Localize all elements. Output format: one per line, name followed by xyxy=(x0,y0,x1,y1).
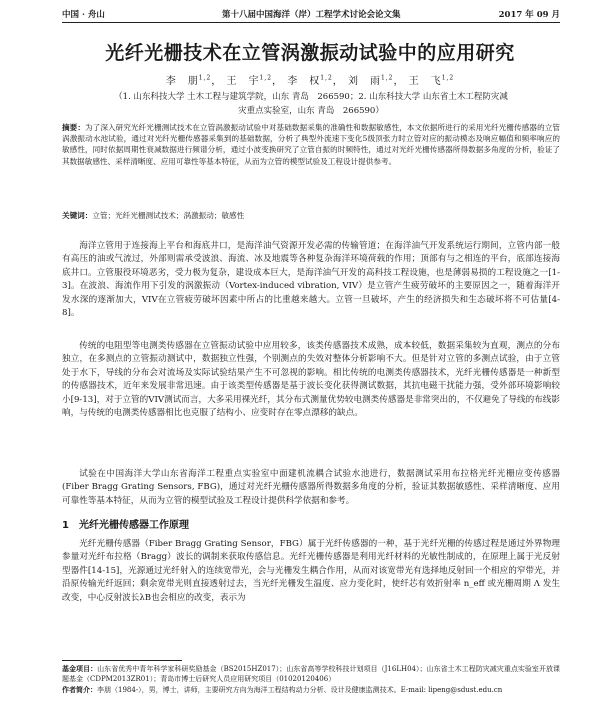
paragraph-text: 光纤光栅传感器（Fiber Bragg Grating Sensor，FBG）属于光纤传感器的一种，基于光纤光栅的传感过程是通过外界物理参量对光纤布拉格（Bragg）波长的调制来获取传感信息。光纤光栅传感器是利用光纤材料的光敏性制成的，在原理上属于光反射型器件[14-15]，光源通过光纤射入的连续宽带光，会与光栅发生耦合作用，从而对该宽带光有选择地反射回一个相应的窄带光，并沿原传输光纤返回；剩余宽带光则直接透射过去，当光纤光栅发生温度、应力变化时，使纤芯有效折射率 n_eff 或光栅周期 Λ 发生改变，中心反射波长λB也会相应的改变，表示为 xyxy=(62,539,560,603)
author-name: 刘 雨 xyxy=(347,76,381,87)
footnote-rule xyxy=(62,660,182,661)
paper-title: 光纤光栅技术在立管涡激振动试验中的应用研究 xyxy=(105,42,515,64)
author-name: 王 飞 xyxy=(408,76,442,87)
author-name: 李 权 xyxy=(287,76,321,87)
funding-label: 基金项目： xyxy=(62,664,98,673)
section-1-paragraph xyxy=(62,538,560,605)
author-affil-mark: 1,2 xyxy=(198,74,212,82)
author-bio-label: 作者简介： xyxy=(62,684,97,694)
running-header xyxy=(62,8,560,22)
section-heading: 1 光纤光栅传感器工作原理 xyxy=(62,520,189,531)
paragraph-text: 海洋立管用于连接海上平台和海底井口，是海洋油气资源开发必需的传输管道；在海洋油气开发系统运行期间，立管内部一般有高压的油或气流过，外部则需承受波浪、海流、冰及地震等各种复杂海洋环境荷载的作用；顶部有与之相连的平台，底部连接海底井口。立管服役环境恶劣，受力极为复杂，建设成本巨大，是海洋油气开发的高科技工程设施，也是薄弱易损的工程设施之一[1-3]。在波浪、海流作用下引发的涡激振动（Vortex-induced vibration, VIV）是立管产生疲劳破坏的主要原因之一，随着海洋开发水深的逐渐加大，VIV在立管疲劳破坏因素中所占的比重越来越大。立管一旦破坏，产生的经济损失和生态破坏将不可估量[4-8]。 xyxy=(62,241,560,319)
author-name: 李 朋 xyxy=(165,76,199,87)
affiliation-line-1: （1. 山东科技大学 土木工程与建筑学院，山东 青岛 266590；2. 山东科技大学 山东省土木工程防灾减 xyxy=(114,92,508,102)
author-bio-footnote xyxy=(62,685,560,695)
author-name: 王 宇 xyxy=(226,76,260,87)
keywords-label: 关键词： xyxy=(62,211,93,220)
running-header-date: 2017 年 09 月 xyxy=(498,10,560,20)
keywords xyxy=(62,210,560,221)
affiliation-line-2: 灾重点实验室，山东 青岛 266590） xyxy=(238,106,384,116)
author-affil-mark: 1,2 xyxy=(380,74,394,82)
abstract-label: 摘要： xyxy=(62,123,85,132)
funding-footnote xyxy=(62,664,560,685)
author-bio-text: 李朋（1984-），男，博士，讲师，主要研究方向为海洋工程结构动力分析、设计及健康监测技术。E-mail: xyxy=(97,685,426,694)
header-rule xyxy=(62,22,560,23)
running-header-proceedings: 第十八届中国海洋（岸）工程学术讨论会论文集 xyxy=(222,10,401,20)
keywords-text: 立管；光纤光栅测试技术；涡激振动；敏感性 xyxy=(92,211,245,220)
intro-paragraph-1 xyxy=(62,240,560,320)
author-list: 李 朋$^{1,2}$， 王 宇$^{1,2}$， 李 权$^{1,2}$， 刘 雨$^{1,2}$， 王 飞$^{1,2}$ xyxy=(165,74,455,87)
author-affil-mark: 1,2 xyxy=(320,74,333,82)
author-affil-mark: 1,2 xyxy=(259,74,273,82)
abstract-text: 为了深入研究光纤光栅测试技术在立管涡激振动试验中对基础数据采集的准确性和数据敏感性，本文依据所进行的采用光纤光栅传感器的立管涡激振动水池试验，通过对光纤光栅传感器采集到的基础数据，分析了典型外流速下变化5级顶张力时立管对应的振动模态及响应幅值和频率响应的敏感性，同时依据周期性衰减数据进行频谱分析，通过小波变换研究了立管自振的时频特性，通过对光纤光栅传感器所得数据多角度的分析，验证了其数据敏感性、采样清晰度、应用可靠性等基本特征，从而为立管的模型试验及工程设计提供参考。 xyxy=(62,123,561,166)
funding-text: 山东省优秀中青年科学家科研奖励基金（BS2015HZ017）；山东省高等学校科技计划项目（J16LH04）；山东省土木工程防灾减灾重点实验室开放课题基金（CDPM2013ZR01）；青岛市博士后研究人员应用研究项目（01020120406） xyxy=(62,665,561,684)
abstract xyxy=(62,122,560,167)
author-affil-mark: 1,2 xyxy=(441,74,455,82)
intro-paragraph-3 xyxy=(62,468,560,508)
paragraph-text: 试验在中国海洋大学山东省海洋工程重点实验室中面建机流耦合试验水池进行，数据测试采用布拉格光纤光栅应变传感器(Fiber Bragg Grating Sensors, FBG)，通过对光纤光栅传感器所得数据多角度的分析，验证其数据敏感性、采样清晰度、应用可靠性等基本特征，从而为立管的模型试验及工程设计提供科学依据和参考。 xyxy=(62,469,560,506)
footnotes xyxy=(62,664,560,695)
intro-paragraph-2 xyxy=(62,340,560,420)
paragraph-text: 传统的电阻型等电测类传感器在立管振动试验中应用较多，该类传感器技术成熟，成本较低，数据采集较为直观，测点的分布独立，在多测点的立管振动测试中，数据独立性强，个别测点的失效对整体分析影响不大。但是针对立管的多测点试验，由于立管处于水下，导线的分布会对流场及实际试验结果产生不可忽视的影响。相比传统的电测类传感器技术，光纤光栅传感器是一种新型的传感器技术，近年来发展非常迅速。由于该类型传感器是基于波长变化获得测试数据，其抗电磁干扰能力强，受外部环境影响较小[9-13]，对于立管的VIV测试而言，大多采用裸光纤，其分布式测量优势较电测类传感器是非常突出的，不仅避免了导线的布线影响，与传统的电测类传感器相比也克服了结构小、应变时存在零点漂移的缺点。 xyxy=(62,341,560,419)
running-header-location: 中国 · 舟山 xyxy=(62,10,105,20)
author-email[interactable]: lipeng@sdust.edu.cn xyxy=(428,685,503,694)
